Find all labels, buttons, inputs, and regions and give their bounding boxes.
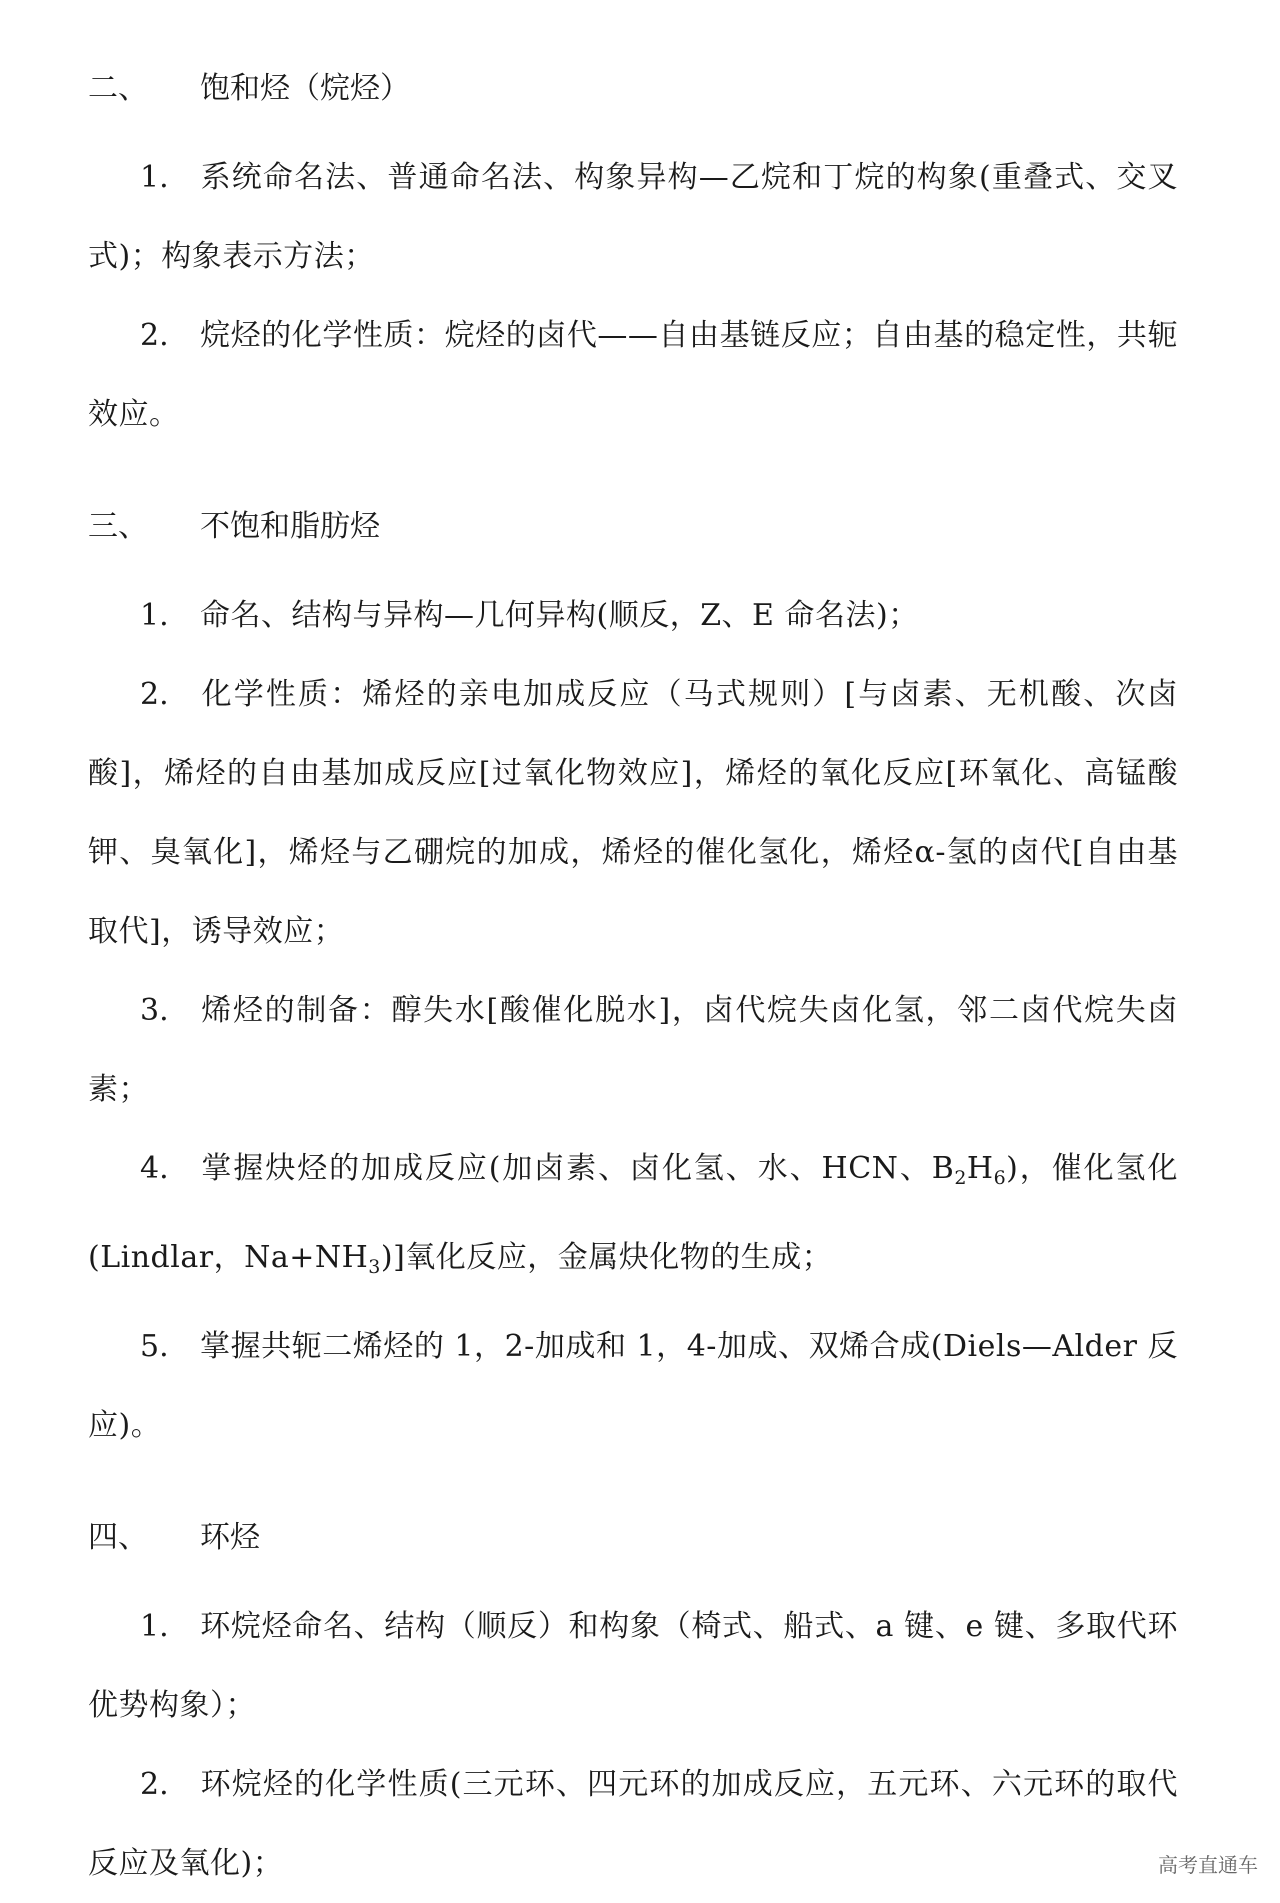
item-index: 1. <box>140 1609 169 1644</box>
list-item <box>88 971 1178 1129</box>
section-number: 四、 <box>88 1520 148 1555</box>
list-item <box>88 1307 1178 1465</box>
list-item <box>88 1587 1178 1745</box>
watermark-text: 高考直通车 <box>1158 1853 1258 1877</box>
item-text: 环烷烃命名、结构（顺反）和构象（椅式、船式、a 键、e 键、多取代环优势构象）； <box>88 1609 1178 1723</box>
section-number: 三、 <box>88 509 148 544</box>
item-text: 化学性质：烯烃的亲电加成反应（马式规则）[与卤素、无机酸、次卤酸]，烯烃的自由基加成反应[过氧化物效应]，烯烃的氧化反应[环氧化、高锰酸钾、臭氧化]，烯烃与乙硼烷的加成，烯烃的催化氢化，烯烃α-氢的卤代[自由基取代]，诱导效应； <box>88 677 1178 949</box>
item-index: 3. <box>140 993 169 1028</box>
item-index: 1. <box>140 160 169 195</box>
section-heading-2 <box>88 62 1178 116</box>
list-item <box>88 655 1178 971</box>
item-text: 掌握炔烃的加成反应(加卤素、卤化氢、水、HCN、$B_2H_6$)，催化氢化(Lindlar，$Na+NH_3$)]氧化反应，金属炔化物的生成； <box>88 1151 1178 1278</box>
item-index: 2. <box>140 1767 169 1802</box>
item-index: 1. <box>140 598 169 633</box>
section-title: 饱和烃（烷烃） <box>200 71 410 106</box>
section-title: 环烃 <box>200 1520 260 1555</box>
section-heading-4 <box>88 1511 1178 1565</box>
section-number: 二、 <box>88 71 148 106</box>
item-text: 掌握共轭二烯烃的 1，2-加成和 1，4-加成、双烯合成(Diels—Alder 反应)。 <box>88 1329 1178 1443</box>
list-item <box>88 1129 1178 1307</box>
item-text: 烷烃的化学性质：烷烃的卤代——自由基链反应；自由基的稳定性，共轭效应。 <box>88 318 1178 432</box>
list-item <box>88 576 1178 655</box>
item-index: 4. <box>140 1151 169 1186</box>
item-index: 2. <box>140 318 169 353</box>
section-heading-3 <box>88 500 1178 554</box>
list-item <box>88 296 1178 454</box>
item-index: 5. <box>140 1329 169 1364</box>
document-page <box>88 62 1178 1903</box>
list-item <box>88 138 1178 296</box>
item-text: 烯烃的制备：醇失水[酸催化脱水]，卤代烷失卤化氢，邻二卤代烷失卤素； <box>88 993 1178 1107</box>
item-text: 系统命名法、普通命名法、构象异构—乙烷和丁烷的构象(重叠式、交叉式)；构象表示方法； <box>88 160 1178 274</box>
list-item <box>88 1745 1178 1903</box>
item-text: 环烷烃的化学性质(三元环、四元环的加成反应，五元环、六元环的取代反应及氧化)； <box>88 1767 1178 1881</box>
item-text: 命名、结构与异构—几何异构(顺反，Z、E 命名法)； <box>200 598 919 633</box>
item-index: 2. <box>140 677 169 712</box>
section-title: 不饱和脂肪烃 <box>200 509 380 544</box>
